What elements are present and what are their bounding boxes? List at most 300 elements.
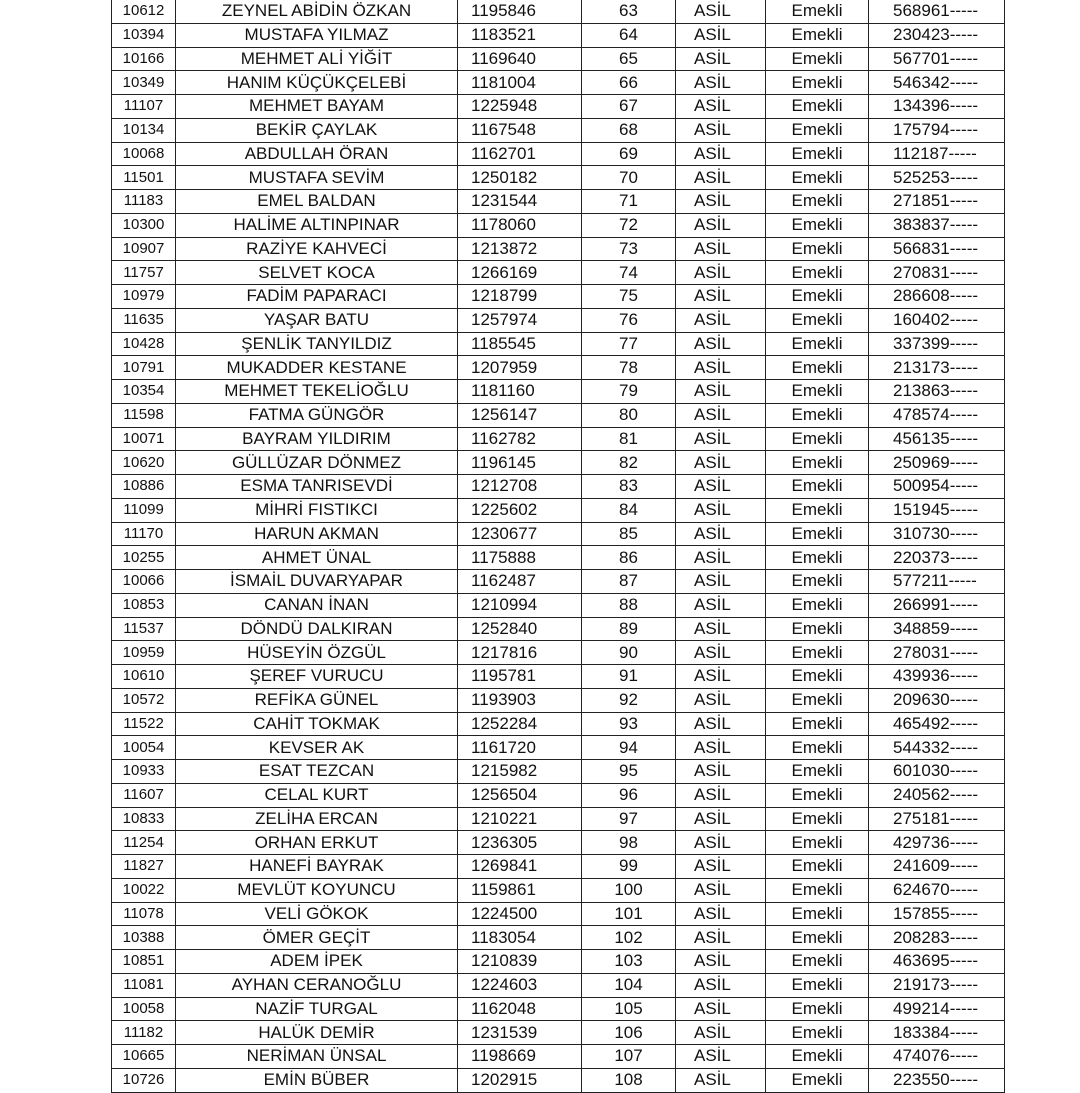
cell-full-name: HALİME ALTINPINAR xyxy=(176,213,458,237)
cell-record-no: 10388 xyxy=(112,926,176,950)
cell-id-number: 1207959 xyxy=(458,356,582,380)
cell-status: ASİL xyxy=(676,522,766,546)
cell-masked-number: 568961----- xyxy=(869,0,1005,23)
cell-id-number: 1224603 xyxy=(458,973,582,997)
table-row xyxy=(112,522,1005,546)
cell-full-name: HALÜK DEMİR xyxy=(176,1021,458,1045)
cell-status: ASİL xyxy=(676,308,766,332)
cell-record-no: 11522 xyxy=(112,712,176,736)
cell-full-name: MEHMET TEKELİOĞLU xyxy=(176,380,458,404)
cell-category: Emekli xyxy=(766,783,869,807)
cell-rank: 72 xyxy=(582,213,676,237)
cell-id-number: 1257974 xyxy=(458,308,582,332)
cell-rank: 66 xyxy=(582,71,676,95)
cell-status: ASİL xyxy=(676,617,766,641)
cell-record-no: 10610 xyxy=(112,665,176,689)
cell-rank: 64 xyxy=(582,23,676,47)
cell-full-name: ÖMER GEÇİT xyxy=(176,926,458,950)
cell-rank: 100 xyxy=(582,878,676,902)
cell-id-number: 1213872 xyxy=(458,237,582,261)
cell-full-name: ADEM İPEK xyxy=(176,950,458,974)
cell-masked-number: 157855----- xyxy=(869,902,1005,926)
cell-full-name: DÖNDÜ DALKIRAN xyxy=(176,617,458,641)
table-row xyxy=(112,570,1005,594)
cell-rank: 80 xyxy=(582,403,676,427)
cell-rank: 77 xyxy=(582,332,676,356)
cell-masked-number: 348859----- xyxy=(869,617,1005,641)
cell-record-no: 11183 xyxy=(112,190,176,214)
table-row xyxy=(112,926,1005,950)
cell-category: Emekli xyxy=(766,760,869,784)
table-row xyxy=(112,190,1005,214)
cell-id-number: 1231544 xyxy=(458,190,582,214)
cell-id-number: 1169640 xyxy=(458,47,582,71)
cell-rank: 81 xyxy=(582,427,676,451)
cell-rank: 108 xyxy=(582,1068,676,1092)
cell-full-name: EMİN BÜBER xyxy=(176,1068,458,1092)
cell-rank: 82 xyxy=(582,451,676,475)
cell-rank: 68 xyxy=(582,118,676,142)
table-row xyxy=(112,593,1005,617)
cell-category: Emekli xyxy=(766,475,869,499)
cell-record-no: 10853 xyxy=(112,593,176,617)
cell-record-no: 10394 xyxy=(112,23,176,47)
cell-status: ASİL xyxy=(676,1021,766,1045)
cell-category: Emekli xyxy=(766,950,869,974)
cell-masked-number: 624670----- xyxy=(869,878,1005,902)
cell-masked-number: 499214----- xyxy=(869,997,1005,1021)
cell-id-number: 1196145 xyxy=(458,451,582,475)
cell-record-no: 11078 xyxy=(112,902,176,926)
cell-record-no: 10255 xyxy=(112,546,176,570)
cell-rank: 104 xyxy=(582,973,676,997)
cell-rank: 103 xyxy=(582,950,676,974)
cell-masked-number: 474076----- xyxy=(869,1045,1005,1069)
cell-status: ASİL xyxy=(676,688,766,712)
cell-status: ASİL xyxy=(676,665,766,689)
cell-category: Emekli xyxy=(766,522,869,546)
table-row xyxy=(112,356,1005,380)
cell-masked-number: 208283----- xyxy=(869,926,1005,950)
cell-status: ASİL xyxy=(676,427,766,451)
cell-rank: 78 xyxy=(582,356,676,380)
cell-id-number: 1212708 xyxy=(458,475,582,499)
cell-status: ASİL xyxy=(676,807,766,831)
cell-record-no: 11254 xyxy=(112,831,176,855)
cell-rank: 69 xyxy=(582,142,676,166)
cell-masked-number: 478574----- xyxy=(869,403,1005,427)
cell-record-no: 10166 xyxy=(112,47,176,71)
cell-rank: 97 xyxy=(582,807,676,831)
cell-record-no: 10134 xyxy=(112,118,176,142)
cell-status: ASİL xyxy=(676,261,766,285)
cell-full-name: YAŞAR BATU xyxy=(176,308,458,332)
cell-record-no: 10791 xyxy=(112,356,176,380)
cell-status: ASİL xyxy=(676,593,766,617)
results-table-body xyxy=(112,0,1005,1092)
cell-status: ASİL xyxy=(676,760,766,784)
cell-status: ASİL xyxy=(676,926,766,950)
table-row xyxy=(112,617,1005,641)
table-row xyxy=(112,546,1005,570)
table-row xyxy=(112,213,1005,237)
cell-rank: 107 xyxy=(582,1045,676,1069)
table-row xyxy=(112,95,1005,119)
table-row xyxy=(112,498,1005,522)
cell-full-name: HARUN AKMAN xyxy=(176,522,458,546)
cell-id-number: 1224500 xyxy=(458,902,582,926)
cell-category: Emekli xyxy=(766,997,869,1021)
cell-status: ASİL xyxy=(676,498,766,522)
cell-id-number: 1256504 xyxy=(458,783,582,807)
cell-id-number: 1202915 xyxy=(458,1068,582,1092)
cell-record-no: 10851 xyxy=(112,950,176,974)
cell-masked-number: 219173----- xyxy=(869,973,1005,997)
cell-category: Emekli xyxy=(766,546,869,570)
cell-category: Emekli xyxy=(766,1045,869,1069)
table-row xyxy=(112,380,1005,404)
cell-category: Emekli xyxy=(766,142,869,166)
cell-rank: 84 xyxy=(582,498,676,522)
cell-id-number: 1225602 xyxy=(458,498,582,522)
cell-masked-number: 463695----- xyxy=(869,950,1005,974)
cell-record-no: 10959 xyxy=(112,641,176,665)
cell-id-number: 1198669 xyxy=(458,1045,582,1069)
cell-status: ASİL xyxy=(676,831,766,855)
cell-full-name: ZEYNEL ABİDİN ÖZKAN xyxy=(176,0,458,23)
cell-category: Emekli xyxy=(766,166,869,190)
cell-rank: 73 xyxy=(582,237,676,261)
cell-record-no: 10300 xyxy=(112,213,176,237)
table-row xyxy=(112,71,1005,95)
cell-category: Emekli xyxy=(766,973,869,997)
cell-full-name: MEVLÜT KOYUNCU xyxy=(176,878,458,902)
table-row xyxy=(112,23,1005,47)
cell-masked-number: 213863----- xyxy=(869,380,1005,404)
cell-category: Emekli xyxy=(766,1021,869,1045)
cell-masked-number: 223550----- xyxy=(869,1068,1005,1092)
table-row xyxy=(112,166,1005,190)
cell-full-name: BEKİR ÇAYLAK xyxy=(176,118,458,142)
cell-id-number: 1266169 xyxy=(458,261,582,285)
cell-id-number: 1162782 xyxy=(458,427,582,451)
table-row xyxy=(112,902,1005,926)
cell-record-no: 10907 xyxy=(112,237,176,261)
cell-category: Emekli xyxy=(766,712,869,736)
cell-full-name: ABDULLAH ÖRAN xyxy=(176,142,458,166)
cell-masked-number: 286608----- xyxy=(869,285,1005,309)
cell-masked-number: 500954----- xyxy=(869,475,1005,499)
cell-rank: 65 xyxy=(582,47,676,71)
cell-category: Emekli xyxy=(766,47,869,71)
cell-rank: 86 xyxy=(582,546,676,570)
cell-masked-number: 151945----- xyxy=(869,498,1005,522)
table-row xyxy=(112,641,1005,665)
cell-full-name: ESMA TANRISEVDİ xyxy=(176,475,458,499)
cell-id-number: 1195846 xyxy=(458,0,582,23)
cell-record-no: 10066 xyxy=(112,570,176,594)
cell-full-name: BAYRAM YILDIRIM xyxy=(176,427,458,451)
cell-id-number: 1181160 xyxy=(458,380,582,404)
cell-rank: 98 xyxy=(582,831,676,855)
cell-category: Emekli xyxy=(766,878,869,902)
cell-status: ASİL xyxy=(676,118,766,142)
cell-id-number: 1252284 xyxy=(458,712,582,736)
table-row xyxy=(112,783,1005,807)
cell-full-name: MEHMET BAYAM xyxy=(176,95,458,119)
results-table-wrapper xyxy=(111,0,979,1093)
cell-id-number: 1210221 xyxy=(458,807,582,831)
cell-rank: 79 xyxy=(582,380,676,404)
cell-full-name: MUSTAFA SEVİM xyxy=(176,166,458,190)
cell-rank: 102 xyxy=(582,926,676,950)
cell-status: ASİL xyxy=(676,1045,766,1069)
cell-status: ASİL xyxy=(676,902,766,926)
cell-id-number: 1218799 xyxy=(458,285,582,309)
cell-rank: 90 xyxy=(582,641,676,665)
cell-rank: 88 xyxy=(582,593,676,617)
cell-record-no: 11607 xyxy=(112,783,176,807)
cell-category: Emekli xyxy=(766,807,869,831)
cell-id-number: 1250182 xyxy=(458,166,582,190)
cell-masked-number: 213173----- xyxy=(869,356,1005,380)
cell-status: ASİL xyxy=(676,47,766,71)
cell-masked-number: 134396----- xyxy=(869,95,1005,119)
table-row xyxy=(112,688,1005,712)
cell-masked-number: 601030----- xyxy=(869,760,1005,784)
cell-category: Emekli xyxy=(766,593,869,617)
cell-masked-number: 271851----- xyxy=(869,190,1005,214)
cell-record-no: 10620 xyxy=(112,451,176,475)
cell-full-name: HÜSEYİN ÖZGÜL xyxy=(176,641,458,665)
cell-status: ASİL xyxy=(676,332,766,356)
cell-rank: 71 xyxy=(582,190,676,214)
cell-record-no: 11081 xyxy=(112,973,176,997)
cell-masked-number: 439936----- xyxy=(869,665,1005,689)
cell-rank: 63 xyxy=(582,0,676,23)
cell-record-no: 10726 xyxy=(112,1068,176,1092)
table-row xyxy=(112,142,1005,166)
cell-record-no: 10933 xyxy=(112,760,176,784)
cell-id-number: 1269841 xyxy=(458,855,582,879)
cell-rank: 70 xyxy=(582,166,676,190)
cell-status: ASİL xyxy=(676,950,766,974)
table-row xyxy=(112,831,1005,855)
cell-masked-number: 456135----- xyxy=(869,427,1005,451)
cell-status: ASİL xyxy=(676,736,766,760)
cell-category: Emekli xyxy=(766,0,869,23)
table-row xyxy=(112,1045,1005,1069)
cell-full-name: ŞENLİK TANYILDIZ xyxy=(176,332,458,356)
cell-rank: 106 xyxy=(582,1021,676,1045)
cell-full-name: AHMET ÜNAL xyxy=(176,546,458,570)
cell-status: ASİL xyxy=(676,973,766,997)
cell-id-number: 1236305 xyxy=(458,831,582,855)
cell-status: ASİL xyxy=(676,451,766,475)
cell-category: Emekli xyxy=(766,1068,869,1092)
cell-id-number: 1252840 xyxy=(458,617,582,641)
cell-id-number: 1183521 xyxy=(458,23,582,47)
cell-category: Emekli xyxy=(766,688,869,712)
cell-category: Emekli xyxy=(766,498,869,522)
cell-record-no: 10054 xyxy=(112,736,176,760)
cell-masked-number: 383837----- xyxy=(869,213,1005,237)
cell-rank: 91 xyxy=(582,665,676,689)
cell-status: ASİL xyxy=(676,166,766,190)
cell-full-name: FADİM PAPARACI xyxy=(176,285,458,309)
cell-category: Emekli xyxy=(766,95,869,119)
cell-category: Emekli xyxy=(766,190,869,214)
cell-full-name: ZELİHA ERCAN xyxy=(176,807,458,831)
cell-full-name: MİHRİ FISTIKCI xyxy=(176,498,458,522)
cell-id-number: 1195781 xyxy=(458,665,582,689)
table-row xyxy=(112,285,1005,309)
cell-category: Emekli xyxy=(766,332,869,356)
cell-status: ASİL xyxy=(676,570,766,594)
cell-id-number: 1162701 xyxy=(458,142,582,166)
cell-full-name: EMEL BALDAN xyxy=(176,190,458,214)
cell-full-name: ŞEREF VURUCU xyxy=(176,665,458,689)
table-row xyxy=(112,1068,1005,1092)
cell-id-number: 1181004 xyxy=(458,71,582,95)
cell-rank: 94 xyxy=(582,736,676,760)
table-row xyxy=(112,712,1005,736)
cell-id-number: 1175888 xyxy=(458,546,582,570)
cell-record-no: 11501 xyxy=(112,166,176,190)
cell-status: ASİL xyxy=(676,475,766,499)
cell-full-name: VELİ GÖKOK xyxy=(176,902,458,926)
cell-status: ASİL xyxy=(676,0,766,23)
cell-status: ASİL xyxy=(676,712,766,736)
cell-category: Emekli xyxy=(766,380,869,404)
cell-id-number: 1162487 xyxy=(458,570,582,594)
cell-rank: 105 xyxy=(582,997,676,1021)
cell-id-number: 1161720 xyxy=(458,736,582,760)
cell-record-no: 10979 xyxy=(112,285,176,309)
cell-full-name: İSMAİL DUVARYAPAR xyxy=(176,570,458,594)
cell-record-no: 10665 xyxy=(112,1045,176,1069)
cell-full-name: MUKADDER KESTANE xyxy=(176,356,458,380)
cell-record-no: 10886 xyxy=(112,475,176,499)
cell-masked-number: 278031----- xyxy=(869,641,1005,665)
cell-full-name: CELAL KURT xyxy=(176,783,458,807)
table-row xyxy=(112,665,1005,689)
table-row xyxy=(112,118,1005,142)
cell-full-name: REFİKA GÜNEL xyxy=(176,688,458,712)
cell-rank: 87 xyxy=(582,570,676,594)
cell-full-name: GÜLLÜZAR DÖNMEZ xyxy=(176,451,458,475)
table-row xyxy=(112,950,1005,974)
cell-category: Emekli xyxy=(766,641,869,665)
cell-id-number: 1178060 xyxy=(458,213,582,237)
cell-full-name: HANEFİ BAYRAK xyxy=(176,855,458,879)
cell-status: ASİL xyxy=(676,213,766,237)
cell-rank: 85 xyxy=(582,522,676,546)
cell-status: ASİL xyxy=(676,855,766,879)
cell-full-name: SELVET KOCA xyxy=(176,261,458,285)
cell-id-number: 1256147 xyxy=(458,403,582,427)
cell-masked-number: 250969----- xyxy=(869,451,1005,475)
cell-status: ASİL xyxy=(676,23,766,47)
cell-category: Emekli xyxy=(766,427,869,451)
table-row xyxy=(112,308,1005,332)
cell-record-no: 11598 xyxy=(112,403,176,427)
cell-id-number: 1210839 xyxy=(458,950,582,974)
cell-masked-number: 230423----- xyxy=(869,23,1005,47)
cell-rank: 99 xyxy=(582,855,676,879)
cell-masked-number: 566831----- xyxy=(869,237,1005,261)
cell-full-name: NERİMAN ÜNSAL xyxy=(176,1045,458,1069)
cell-status: ASİL xyxy=(676,71,766,95)
cell-category: Emekli xyxy=(766,213,869,237)
cell-record-no: 11107 xyxy=(112,95,176,119)
cell-id-number: 1210994 xyxy=(458,593,582,617)
cell-masked-number: 544332----- xyxy=(869,736,1005,760)
cell-full-name: NAZİF TURGAL xyxy=(176,997,458,1021)
cell-status: ASİL xyxy=(676,783,766,807)
table-row xyxy=(112,475,1005,499)
cell-category: Emekli xyxy=(766,261,869,285)
cell-category: Emekli xyxy=(766,71,869,95)
cell-masked-number: 112187----- xyxy=(869,142,1005,166)
cell-category: Emekli xyxy=(766,118,869,142)
cell-masked-number: 337399----- xyxy=(869,332,1005,356)
cell-rank: 83 xyxy=(582,475,676,499)
cell-masked-number: 240562----- xyxy=(869,783,1005,807)
cell-record-no: 11635 xyxy=(112,308,176,332)
cell-masked-number: 577211----- xyxy=(869,570,1005,594)
cell-record-no: 10349 xyxy=(112,71,176,95)
cell-masked-number: 310730----- xyxy=(869,522,1005,546)
cell-category: Emekli xyxy=(766,926,869,950)
cell-status: ASİL xyxy=(676,546,766,570)
cell-record-no: 11537 xyxy=(112,617,176,641)
table-row xyxy=(112,403,1005,427)
cell-status: ASİL xyxy=(676,356,766,380)
cell-category: Emekli xyxy=(766,855,869,879)
cell-status: ASİL xyxy=(676,403,766,427)
cell-status: ASİL xyxy=(676,1068,766,1092)
table-row xyxy=(112,427,1005,451)
cell-status: ASİL xyxy=(676,641,766,665)
cell-category: Emekli xyxy=(766,831,869,855)
cell-category: Emekli xyxy=(766,308,869,332)
table-row xyxy=(112,237,1005,261)
cell-id-number: 1185545 xyxy=(458,332,582,356)
cell-category: Emekli xyxy=(766,285,869,309)
cell-record-no: 11099 xyxy=(112,498,176,522)
cell-category: Emekli xyxy=(766,665,869,689)
cell-masked-number: 275181----- xyxy=(869,807,1005,831)
cell-category: Emekli xyxy=(766,451,869,475)
cell-category: Emekli xyxy=(766,356,869,380)
table-row xyxy=(112,997,1005,1021)
cell-status: ASİL xyxy=(676,142,766,166)
cell-category: Emekli xyxy=(766,570,869,594)
table-row xyxy=(112,807,1005,831)
cell-status: ASİL xyxy=(676,190,766,214)
cell-record-no: 10071 xyxy=(112,427,176,451)
cell-full-name: CAHİT TOKMAK xyxy=(176,712,458,736)
cell-record-no: 10612 xyxy=(112,0,176,23)
cell-masked-number: 160402----- xyxy=(869,308,1005,332)
cell-rank: 93 xyxy=(582,712,676,736)
cell-rank: 67 xyxy=(582,95,676,119)
cell-record-no: 11170 xyxy=(112,522,176,546)
cell-record-no: 10022 xyxy=(112,878,176,902)
cell-masked-number: 546342----- xyxy=(869,71,1005,95)
cell-id-number: 1230677 xyxy=(458,522,582,546)
